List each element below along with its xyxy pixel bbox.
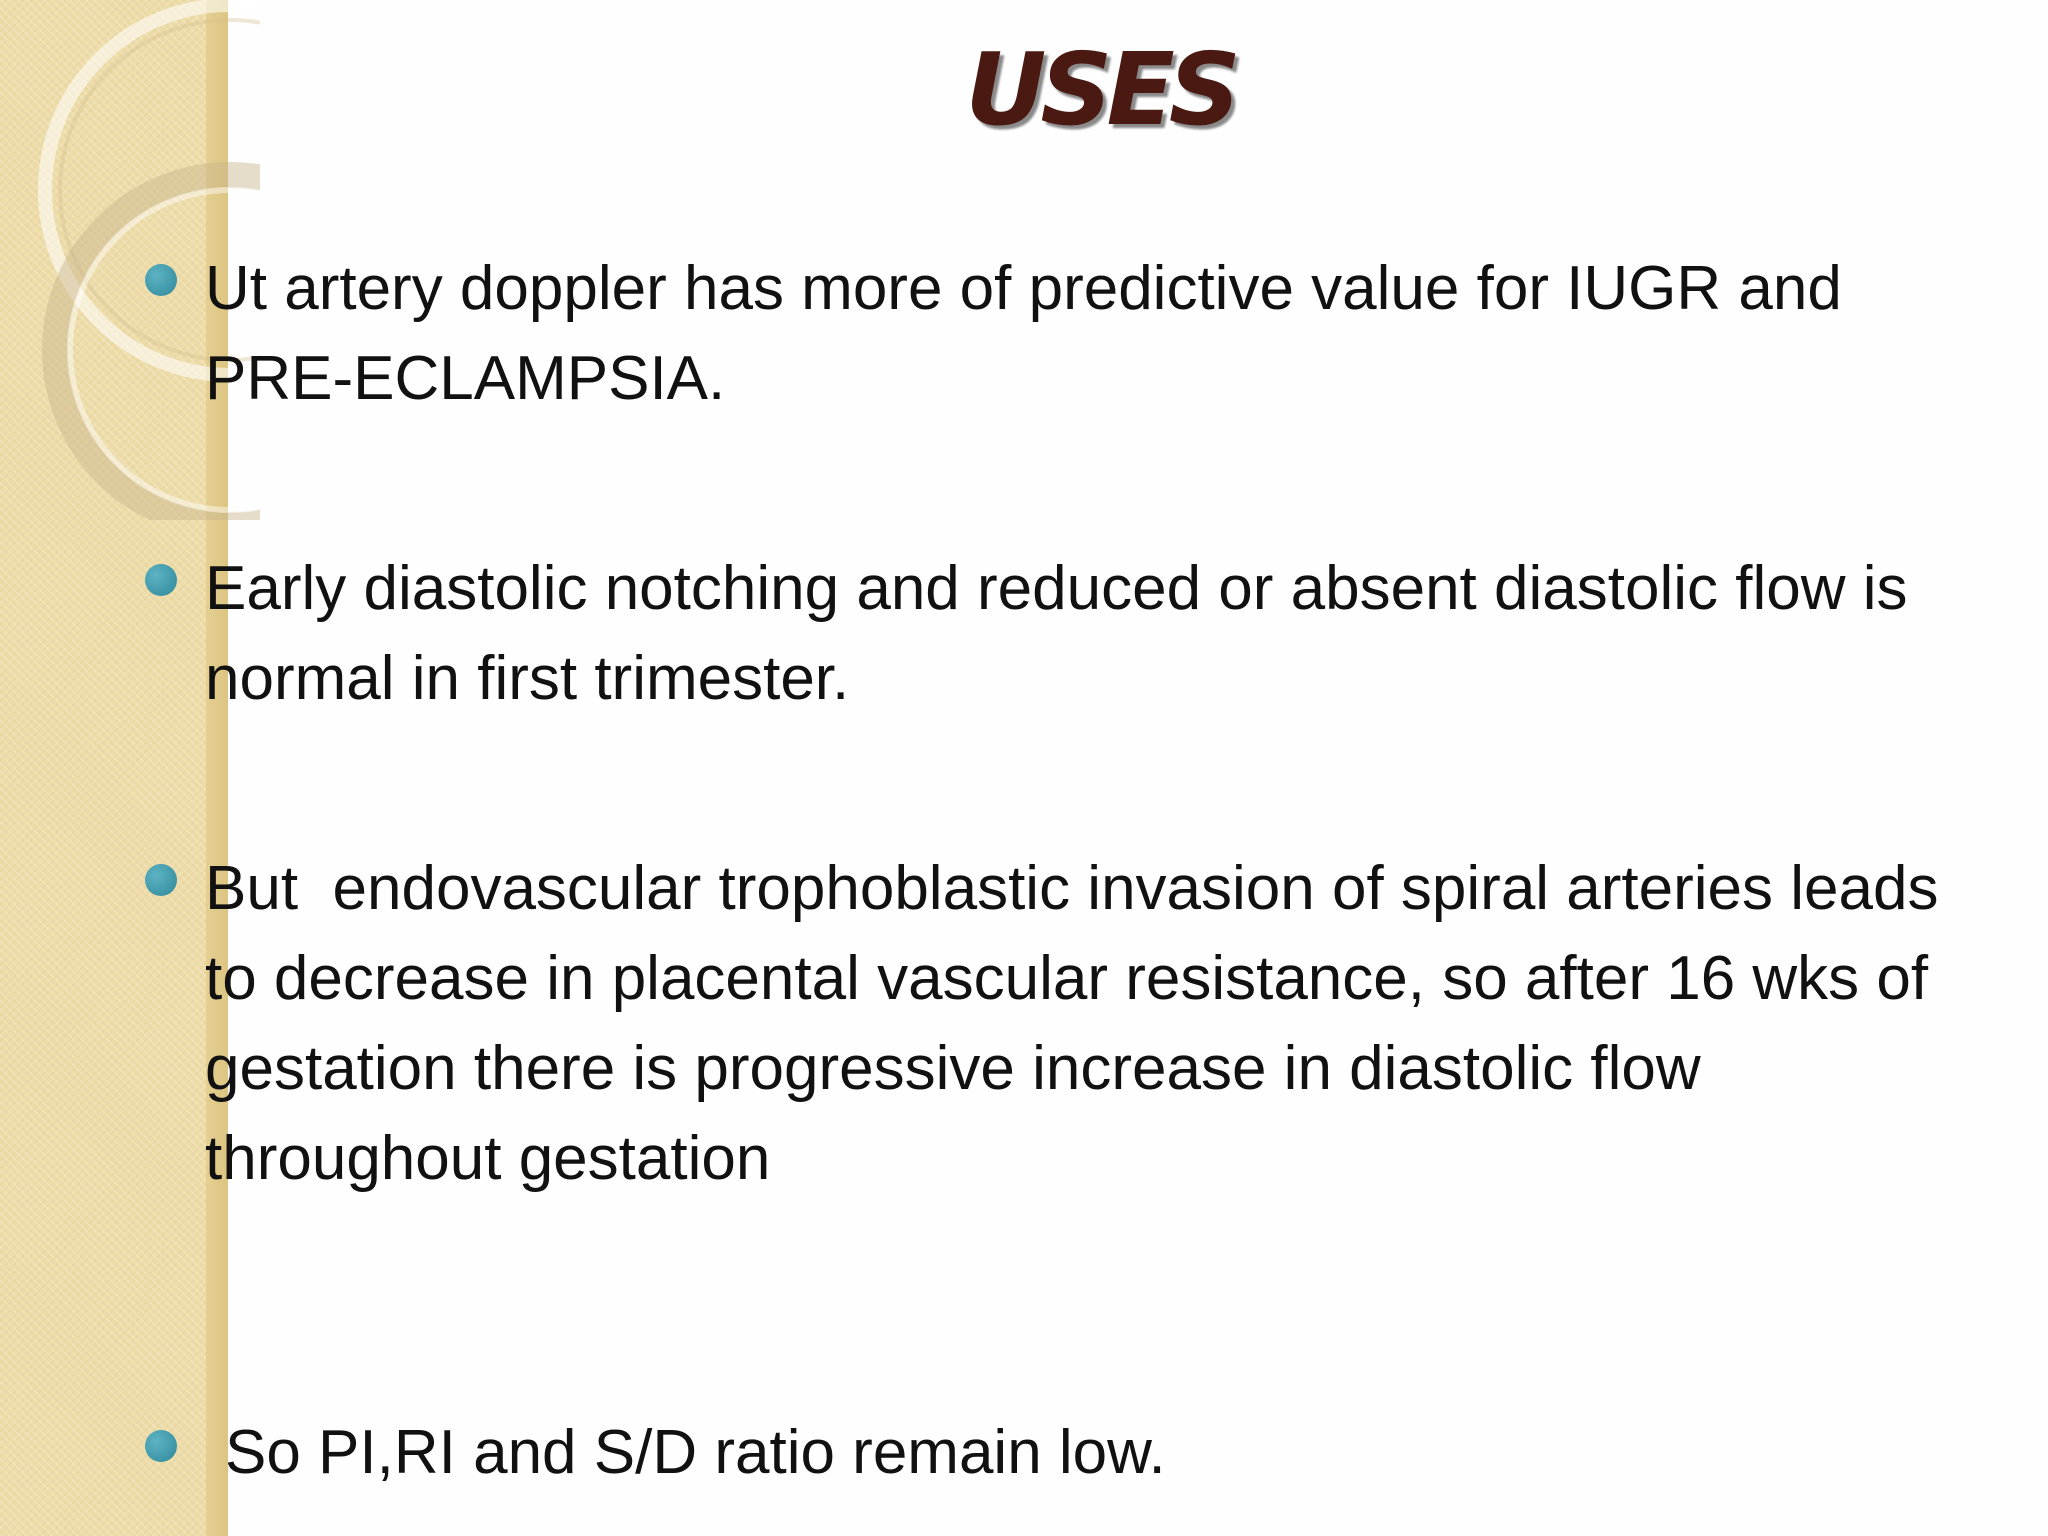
bullet-text: So PI,RI and S/D ratio remain low. bbox=[225, 1418, 1166, 1487]
bullet-dot-icon bbox=[145, 264, 177, 296]
bullet-text: But endovascular trophoblastic invasion of spiral arteries leads to decrease in placental vascular resistance, so after 16 wks of gestation there is progressive increase in diastolic flow throughout gestation bbox=[205, 854, 1956, 1193]
bullet-text: Ut artery doppler has more of predictive value for IUGR and PRE-ECLAMPSIA. bbox=[205, 254, 1860, 413]
slide-title: USES bbox=[965, 31, 1235, 148]
bullet-dot-icon bbox=[145, 1430, 177, 1462]
bullet-item bbox=[145, 544, 1955, 724]
bullet-item bbox=[145, 844, 1955, 1204]
bullet-dot-icon bbox=[145, 564, 177, 596]
bullet-dot-icon bbox=[145, 864, 177, 896]
bullet-text: Early diastolic notching and reduced or absent diastolic flow is normal in first trimester. bbox=[205, 554, 1925, 713]
bullet-item bbox=[145, 244, 1955, 424]
bullet-item bbox=[145, 1408, 1955, 1498]
